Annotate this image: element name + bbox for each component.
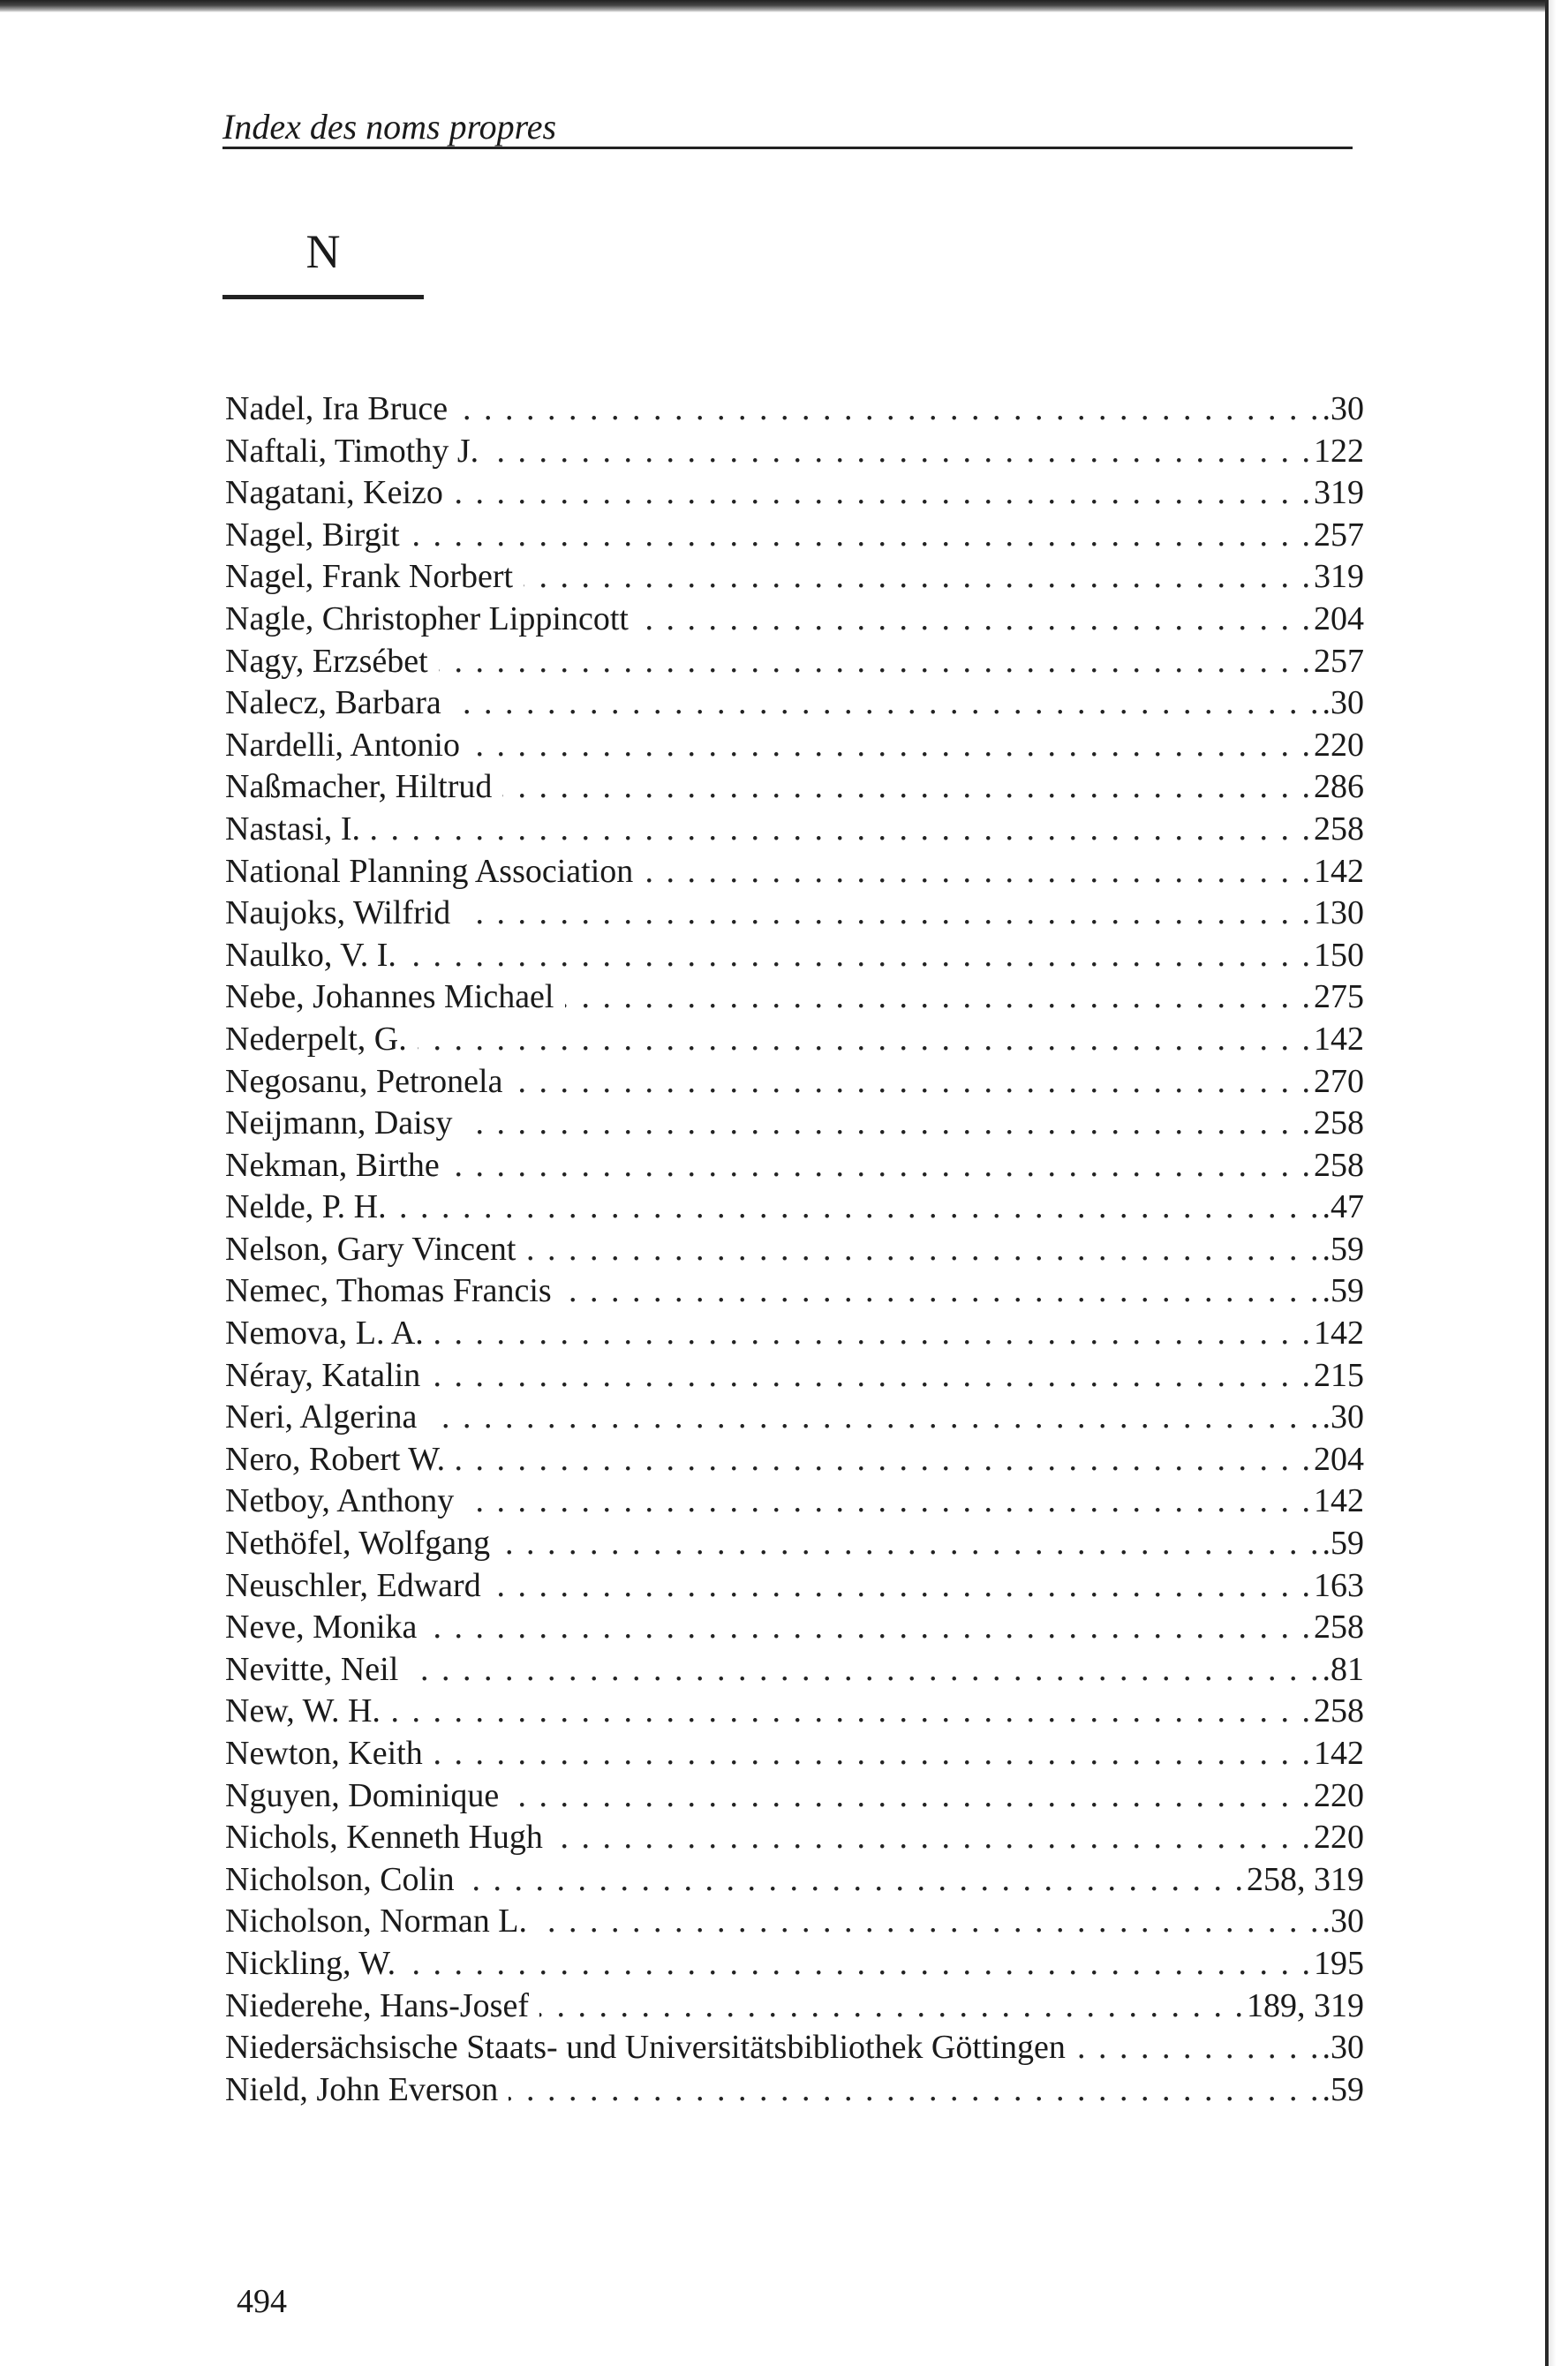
index-entry-name: Nederpelt, G. (225, 1020, 407, 1058)
index-entry-name: Nicholson, Norman L. (225, 1903, 527, 1940)
index-entry-name: Neuschler, Edward (225, 1566, 481, 1604)
index-entry-pages: 258 (1314, 1692, 1364, 1730)
index-entry-name: Nagy, Erzsébet (225, 642, 428, 680)
dot-leader (539, 1985, 1243, 2028)
index-entry-name: Nguyen, Dominique (225, 1776, 500, 1814)
running-header (222, 95, 1353, 149)
dot-leader (502, 766, 1310, 809)
index-entry (225, 1901, 1364, 1943)
index-entry (225, 641, 1364, 683)
index-entry-pages: 257 (1314, 642, 1364, 680)
dot-leader (513, 1061, 1310, 1104)
index-entry-name: Nickling, W. (225, 1944, 396, 1982)
index-entry-pages: .30 (1322, 1398, 1364, 1436)
dot-leader (456, 1439, 1310, 1481)
dot-leader (461, 893, 1310, 935)
dot-leader (439, 641, 1310, 683)
index-entry-name: Nicholson, Colin (225, 1860, 455, 1898)
index-entry (225, 1523, 1364, 1565)
dot-leader (644, 851, 1310, 893)
index-entry (225, 893, 1364, 935)
index-entry-name: Nardelli, Antonio (225, 726, 460, 764)
index-entry (225, 809, 1364, 851)
index-entry-name: Nevitte, Neil (225, 1650, 399, 1688)
index-entry-pages: 286 (1314, 768, 1364, 806)
index-entry (225, 1270, 1364, 1313)
index-entry-pages: 204 (1314, 1440, 1364, 1478)
dot-leader (434, 1313, 1310, 1355)
index-entry (225, 1565, 1364, 1608)
index-entry-name: Newton, Keith (225, 1735, 423, 1772)
index-entry (225, 976, 1364, 1019)
dot-leader (464, 1103, 1310, 1145)
dot-leader (509, 1775, 1310, 1818)
section-rule (222, 295, 424, 299)
index-entry-name: Naßmacher, Hiltrud (225, 768, 493, 806)
index-entry-name: Nagel, Birgit (225, 516, 400, 554)
index-entry (225, 1145, 1364, 1187)
index-entry (225, 851, 1364, 893)
dot-leader (409, 1649, 1318, 1692)
index-entry (225, 1649, 1364, 1692)
index-entry-pages: 215 (1314, 1356, 1364, 1394)
dot-leader (1076, 2027, 1319, 2069)
index-entry-pages: 204 (1314, 599, 1364, 637)
dot-leader (639, 599, 1310, 641)
index-entry (225, 2027, 1364, 2069)
index-entry (225, 472, 1364, 515)
index-entry (225, 599, 1364, 641)
index-entry-pages: 142 (1314, 1482, 1364, 1520)
index-entry-pages: 189, 319 (1247, 1986, 1364, 2024)
index-entry-name: Nemec, Thomas Francis (225, 1272, 552, 1310)
dot-leader (427, 1607, 1310, 1649)
index-entry-pages: .30 (1322, 1903, 1364, 1940)
index-entry-name: Netboy, Anthony (225, 1482, 455, 1520)
index-entry-name: Naujoks, Wilfrid (225, 894, 451, 932)
dot-leader (501, 1523, 1318, 1565)
dot-leader (452, 682, 1319, 725)
index-entry-name: Néray, Katalin (225, 1356, 421, 1394)
index-entry (225, 1103, 1364, 1145)
index-entry (225, 682, 1364, 725)
index-entry-pages: .59 (1322, 1272, 1364, 1310)
index-entry (225, 1187, 1364, 1229)
index-entry-pages: .59 (1322, 1230, 1364, 1268)
dot-leader (509, 2069, 1318, 2112)
page-right-shadow (1549, 0, 1568, 2366)
dot-leader (371, 809, 1310, 851)
dot-leader (391, 1691, 1310, 1733)
dot-leader (407, 935, 1310, 977)
index-entry (225, 1775, 1364, 1818)
dot-leader (406, 1943, 1310, 1985)
index-entry (225, 1061, 1364, 1104)
section-letter: N (305, 225, 341, 278)
index-entry-pages: .30 (1322, 684, 1364, 722)
page-top-edge (0, 0, 1568, 12)
index-entry-name: Nichols, Kenneth Hugh (225, 1819, 543, 1857)
dot-leader (565, 976, 1311, 1019)
index-entry-name: Nield, John Everson (225, 2070, 499, 2108)
index-entry-pages: .59 (1322, 1525, 1364, 1563)
index-entry-pages: 163 (1314, 1566, 1364, 1604)
index-entry (225, 431, 1364, 473)
index-entry-pages: 195 (1314, 1944, 1364, 1982)
index-entry-name: Naulko, V. I. (225, 936, 396, 974)
index-entry-name: Nelde, P. H. (225, 1188, 387, 1226)
index-entry-pages: 150 (1314, 936, 1364, 974)
index-entry (225, 725, 1364, 767)
index-entry-pages: 270 (1314, 1062, 1364, 1100)
index-entry-name: Niederehe, Hans-Josef (225, 1986, 529, 2024)
index-entry (225, 1019, 1364, 1061)
index-entry-pages: 220 (1314, 1776, 1364, 1814)
page-number: 494 (237, 2283, 287, 2320)
dot-leader (431, 1355, 1310, 1398)
dot-leader (489, 431, 1310, 473)
dot-leader (450, 1145, 1310, 1187)
dot-leader (433, 1733, 1310, 1775)
index-entry-name: Nagatani, Keizo (225, 474, 443, 512)
index-entry-name: Neijmann, Daisy (225, 1104, 453, 1142)
index-entry-pages: 142 (1314, 1020, 1364, 1058)
index-entry-pages: 142 (1314, 1315, 1364, 1353)
index-entry-pages: 319 (1314, 474, 1364, 512)
dot-leader (464, 1481, 1310, 1523)
index-entry-pages: 319 (1314, 558, 1364, 596)
index-entry-name: Neri, Algerina (225, 1398, 418, 1436)
index-entry-name: Nastasi, I. (225, 810, 361, 848)
index-entry-pages: 220 (1314, 726, 1364, 764)
index-entry-pages: 258 (1314, 1146, 1364, 1184)
index-entry-pages: .59 (1322, 2070, 1364, 2108)
index-entry-name: Nagle, Christopher Lippincott (225, 599, 629, 637)
index-entry-pages: .81 (1322, 1650, 1364, 1688)
index-entry-name: Nekman, Birthe (225, 1146, 440, 1184)
index-entry-pages: 142 (1314, 1735, 1364, 1772)
dot-leader (554, 1817, 1310, 1859)
index-entry-name: Nadel, Ira Bruce (225, 390, 449, 427)
dot-leader (492, 1565, 1310, 1608)
index-entry (225, 1733, 1364, 1775)
index-entry-pages: 258 (1314, 810, 1364, 848)
index-entry-pages: 257 (1314, 516, 1364, 554)
index-entry-pages: 258 (1314, 1104, 1364, 1142)
index-entry-pages: .30 (1322, 2029, 1364, 2067)
index-entry-name: Nelson, Gary Vincent (225, 1230, 516, 1268)
dot-leader (465, 1859, 1243, 1902)
running-header-title: Index des noms propres (222, 107, 557, 147)
index-entry (225, 766, 1364, 809)
index-entry-pages: 142 (1314, 852, 1364, 890)
dot-leader (427, 1397, 1318, 1439)
index-entry-pages: 122 (1314, 432, 1364, 470)
dot-leader (538, 1901, 1319, 1943)
index-entry (225, 935, 1364, 977)
index-entry (225, 1817, 1364, 1859)
index-entry (225, 1397, 1364, 1439)
index-entry-name: National Planning Association (225, 852, 634, 890)
index-entry-pages: 258 (1314, 1609, 1364, 1646)
dot-leader (454, 472, 1310, 515)
page-right-edge (1545, 0, 1549, 2366)
index-entry-pages: 275 (1314, 978, 1364, 1016)
dot-leader (526, 1229, 1318, 1271)
index-entry-name: New, W. H. (225, 1692, 381, 1730)
index-entry-name: Niedersächsische Staats- und Universitätsbibliothek Göttingen (225, 2029, 1066, 2067)
index-entry (225, 1691, 1364, 1733)
index-entry (225, 1985, 1364, 2028)
index-entry-name: Negosanu, Petronela (225, 1062, 503, 1100)
index-entry-pages: 220 (1314, 1819, 1364, 1857)
index-entry (225, 388, 1364, 431)
index-entry (225, 1313, 1364, 1355)
index-entry (225, 1943, 1364, 1985)
index-entry-name: Nero, Robert W. (225, 1440, 446, 1478)
index-entry-pages: .47 (1322, 1188, 1364, 1226)
index-entry (225, 515, 1364, 557)
index-entry-pages: 130 (1314, 894, 1364, 932)
dot-leader (458, 388, 1318, 431)
index-list (225, 388, 1364, 2111)
dot-leader (411, 515, 1310, 557)
dot-leader (524, 556, 1310, 599)
index-entry-name: Naftali, Timothy J. (225, 432, 479, 470)
index-entry-pages: 258, 319 (1247, 1860, 1364, 1898)
index-entry-name: Nemova, L. A. (225, 1315, 424, 1353)
index-entry (225, 1607, 1364, 1649)
index-entry (225, 1859, 1364, 1902)
dot-leader (397, 1187, 1319, 1229)
index-entry (225, 1481, 1364, 1523)
dot-leader (562, 1270, 1319, 1313)
index-entry-name: Nethöfel, Wolfgang (225, 1525, 491, 1563)
index-entry (225, 1229, 1364, 1271)
index-entry (225, 2069, 1364, 2112)
index-entry-pages: .30 (1322, 390, 1364, 427)
dot-leader (418, 1019, 1310, 1061)
dot-leader (471, 725, 1310, 767)
index-entry-name: Nalecz, Barbara (225, 684, 441, 722)
index-entry-name: Nagel, Frank Norbert (225, 558, 514, 596)
index-entry (225, 1439, 1364, 1481)
index-entry (225, 1355, 1364, 1398)
index-entry-name: Neve, Monika (225, 1609, 418, 1646)
index-entry-name: Nebe, Johannes Michael (225, 978, 554, 1016)
index-entry (225, 556, 1364, 599)
